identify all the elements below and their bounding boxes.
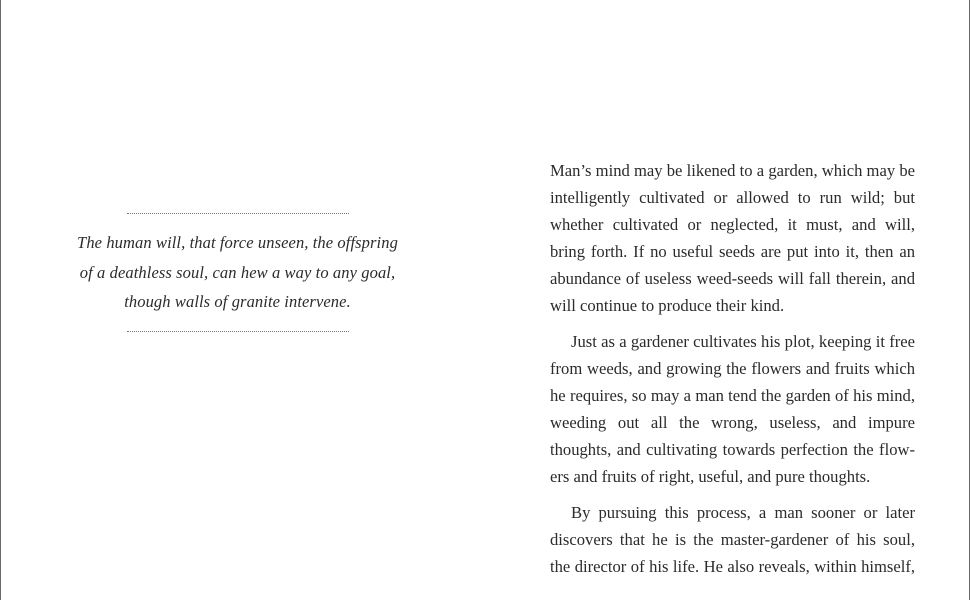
text-line: thoughts, and cultivating towards perfection the flow- bbox=[550, 440, 915, 459]
epigraph bbox=[40, 213, 435, 332]
paragraph-3 bbox=[550, 499, 915, 580]
dotted-rule-bottom bbox=[127, 331, 349, 332]
paragraph-2 bbox=[550, 328, 915, 490]
text-line: bring forth. If no useful seeds are put into it, then an bbox=[550, 242, 915, 261]
text-line: will continue to produce their kind. bbox=[550, 296, 785, 315]
text-line: from weeds, and growing the flowers and fruits which bbox=[550, 359, 915, 378]
text-line: By pursuing this process, a man sooner or later bbox=[571, 503, 915, 522]
text-line: intelligently cultivated or allowed to run wild; but bbox=[550, 188, 915, 207]
text-line: he requires, so may a man tend the garden of his mind, bbox=[550, 386, 915, 405]
text-line: whether cultivated or neglected, it must, and will, bbox=[550, 215, 915, 234]
left-page bbox=[40, 0, 435, 600]
epigraph-line: of a deathless soul, can hew a way to any goal, bbox=[79, 262, 396, 282]
text-line: Man’s mind may be likened to a garden, which may be bbox=[550, 161, 915, 180]
page-edge-left bbox=[0, 0, 1, 600]
epigraph-text bbox=[40, 228, 435, 317]
dotted-rule-top bbox=[127, 213, 349, 214]
text-line: Just as a gardener cultivates his plot, keeping it free bbox=[571, 332, 915, 351]
paragraph-1 bbox=[550, 157, 915, 319]
right-page bbox=[550, 157, 915, 589]
text-line: discovers that he is the master-gardener of his soul, bbox=[550, 530, 915, 549]
text-line: weeding out all the wrong, useless, and impure bbox=[550, 413, 915, 432]
text-line: abundance of useless weed-seeds will fall therein, and bbox=[550, 269, 915, 288]
text-line: the director of his life. He also reveals, within himself, bbox=[550, 557, 915, 576]
text-line: ers and fruits of right, useful, and pure thoughts. bbox=[550, 467, 871, 486]
epigraph-line: though walls of granite intervene. bbox=[124, 292, 351, 311]
epigraph-line: The human will, that force unseen, the offspring bbox=[77, 233, 398, 252]
